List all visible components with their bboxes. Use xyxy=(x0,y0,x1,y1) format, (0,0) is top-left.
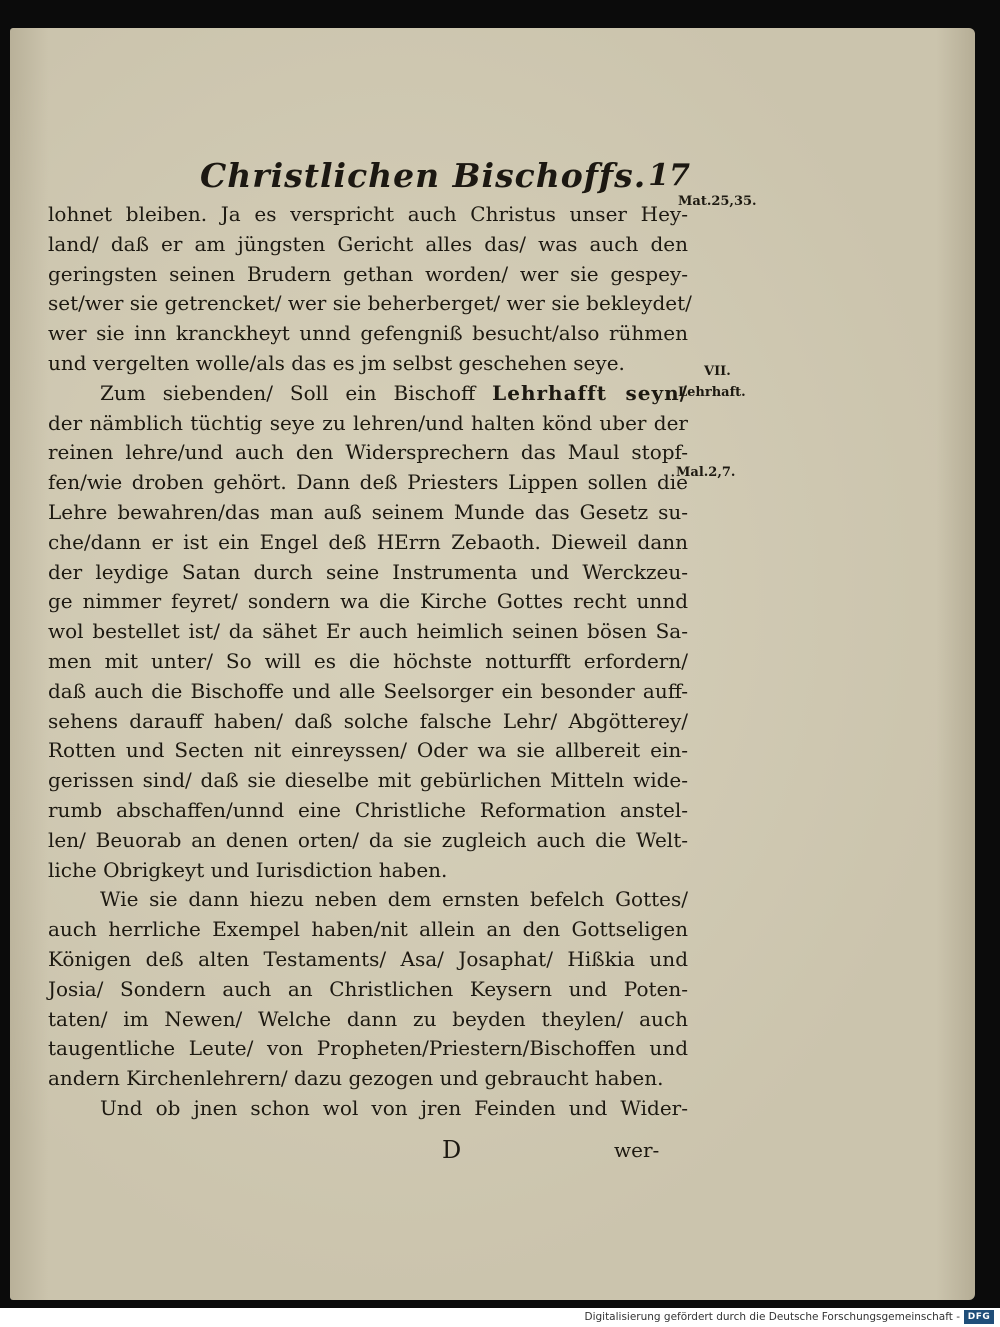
text-line: men mit unter/ So will es die höchste notturfft erfordern/ xyxy=(48,648,688,673)
book-page xyxy=(10,28,975,1300)
text-line: reinen lehre/und auch den Widersprechern das Maul stopf- xyxy=(48,440,688,465)
text-line: Rotten und Secten nit einreyssen/ Oder wa sie allbereit ein- xyxy=(48,738,688,763)
signature-mark: D xyxy=(442,1136,462,1164)
text-line: andern Kirchenlehrern/ dazu gezogen und gebraucht haben. xyxy=(48,1066,664,1091)
credit-bar xyxy=(0,1308,1000,1327)
margin-note-lehrhaft: Lehrhaft. xyxy=(678,385,746,400)
text-line: lohnet bleiben. Ja es verspricht auch Christus unser Hey- xyxy=(48,202,688,226)
margin-note-mal: Mal.2,7. xyxy=(676,465,736,480)
text-line: Wie sie dann hiezu neben dem ernsten befelch Gottes/ xyxy=(100,887,688,912)
text-line: rumb abschaffen/unnd eine Christliche Reformation anstel- xyxy=(48,797,688,822)
text-line: Lehre bewahren/das man auß seinem Munde das Gesetz su- xyxy=(48,499,688,524)
running-title: Christlichen Bischoffs. xyxy=(200,156,647,195)
text-line: Josia/ Sondern auch an Christlichen Keysern und Poten- xyxy=(48,976,688,1001)
credit-text: Digitalisierung gefördert durch die Deutsche Forschungsgemeinschaft - xyxy=(584,1311,960,1323)
text-line: wol bestellet ist/ da sähet Er auch heimlich seinen bösen Sa- xyxy=(48,619,688,644)
text-line: gerissen sind/ daß sie dieselbe mit gebürlichen Mitteln wide- xyxy=(48,768,688,793)
text-line-start: Zum siebenden/ Soll ein Bischoff xyxy=(100,380,476,405)
text-line: len/ Beuorab an denen orten/ da sie zugleich auch die Welt- xyxy=(48,827,688,852)
margin-note-mat: Mat.25,35. xyxy=(678,194,757,209)
text-line: wer sie inn kranckheyt unnd gefengniß besucht/also rühmen xyxy=(48,321,688,346)
text-line: auch herrliche Exempel haben/nit allein an den Gottseligen xyxy=(48,917,688,942)
text-line: daß auch die Bischoffe und alle Seelsorger ein besonder auff- xyxy=(48,678,688,703)
text-line: geringsten seinen Brudern gethan worden/ wer sie gespey- xyxy=(48,261,688,286)
text-line: sehens darauff haben/ daß solche falsche Lehr/ Abgötterey/ xyxy=(48,708,688,733)
text-line: fen/wie droben gehört. Dann deß Priesters Lippen sollen die xyxy=(48,470,688,495)
text-line: land/ daß er am jüngsten Gericht alles das/ was auch den xyxy=(48,231,688,256)
text-line: taugentliche Leute/ von Propheten/Priestern/Bischoffen und xyxy=(48,1036,688,1061)
text-line: der nämblich tüchtig seye zu lehren/und halten könd uber der xyxy=(48,410,688,435)
text-line: set/wer sie getrencket/ wer sie beherberget/ wer sie bekleydet/ xyxy=(48,291,692,316)
page-header xyxy=(200,156,700,206)
catchword: wer- xyxy=(614,1138,660,1162)
text-line: liche Obrigkeyt und Iurisdiction haben. xyxy=(48,857,448,882)
dfg-logo[interactable]: DFG xyxy=(964,1310,994,1324)
page-footer xyxy=(10,1136,710,1168)
margin-note-numeral: VII. xyxy=(704,364,731,379)
page-number: 17 xyxy=(648,158,690,193)
text-line xyxy=(48,379,688,409)
text-line: Königen deß alten Testaments/ Asa/ Josaphat/ Hißkia und xyxy=(48,946,688,971)
text-line: ge nimmer feyret/ sondern wa die Kirche Gottes recht unnd xyxy=(48,589,688,614)
text-line: und vergelten wolle/als das es jm selbst geschehen seye. xyxy=(48,350,625,375)
text-line: Und ob jnen schon wol von jren Feinden und Wider- xyxy=(100,1095,688,1120)
emphasized-term: Lehrhafft seyn/ xyxy=(492,380,688,405)
body-text xyxy=(48,200,692,1124)
text-line: taten/ im Newen/ Welche dann zu beyden theylen/ auch xyxy=(48,1006,688,1031)
text-line: che/dann er ist ein Engel deß HErrn Zebaoth. Dieweil dann xyxy=(48,529,688,554)
text-line: der leydige Satan durch seine Instrumenta und Werckzeu- xyxy=(48,559,688,584)
